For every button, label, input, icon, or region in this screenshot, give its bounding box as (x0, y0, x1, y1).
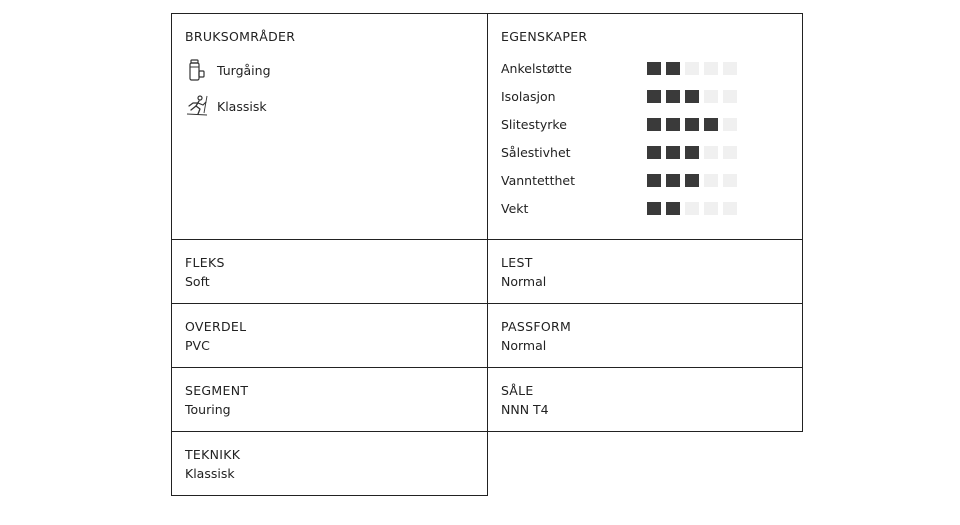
rating-bars (647, 174, 742, 187)
technique-cell (171, 431, 488, 496)
properties-cell (487, 13, 803, 240)
rating-segment-filled (685, 174, 699, 187)
rating-segment-empty (723, 174, 737, 187)
rating-segment-filled (647, 62, 661, 75)
rating-segment-filled (666, 118, 680, 131)
rating-segment-empty (704, 202, 718, 215)
properties-heading: EGENSKAPER (501, 29, 588, 44)
sole-heading: SÅLE (501, 383, 534, 398)
segment-cell (171, 367, 488, 432)
usage-item-turgaing (185, 57, 271, 83)
upper-value: PVC (185, 338, 210, 353)
technique-value: Klassisk (185, 466, 235, 481)
property-label: Vanntetthet (501, 173, 575, 188)
rating-segment-empty (685, 202, 699, 215)
segment-value: Touring (185, 402, 231, 417)
rating-segment-filled (666, 146, 680, 159)
property-row-salestivhet (501, 144, 791, 162)
sole-cell (487, 367, 803, 432)
rating-segment-filled (647, 202, 661, 215)
rating-bars (647, 202, 742, 215)
rating-segment-filled (647, 90, 661, 103)
classic-skier-icon (185, 94, 209, 118)
technique-heading: TEKNIKK (185, 447, 241, 462)
product-spec-table (171, 13, 803, 496)
rating-segment-filled (704, 118, 718, 131)
last-cell (487, 239, 803, 304)
rating-segment-empty (704, 174, 718, 187)
rating-segment-empty (723, 90, 737, 103)
property-row-ankelstotte (501, 60, 791, 78)
last-value: Normal (501, 274, 547, 289)
property-row-slitestyrke (501, 116, 791, 134)
usage-areas-heading: BRUKSOMRÅDER (185, 29, 296, 44)
rating-segment-filled (666, 62, 680, 75)
rating-segment-filled (666, 202, 680, 215)
rating-segment-empty (685, 62, 699, 75)
flex-heading: FLEKS (185, 255, 225, 270)
rating-segment-empty (704, 146, 718, 159)
rating-segment-filled (685, 90, 699, 103)
rating-segment-filled (685, 118, 699, 131)
fit-value: Normal (501, 338, 547, 353)
rating-bars (647, 62, 742, 75)
rating-segment-empty (723, 62, 737, 75)
rating-segment-filled (647, 174, 661, 187)
rating-segment-empty (704, 62, 718, 75)
upper-heading: OVERDEL (185, 319, 247, 334)
property-row-vanntetthet (501, 172, 791, 190)
rating-bars (647, 90, 742, 103)
rating-segment-filled (647, 118, 661, 131)
usage-item-label: Klassisk (217, 98, 267, 114)
flex-cell (171, 239, 488, 304)
property-label: Slitestyrke (501, 117, 567, 132)
rating-segment-filled (666, 90, 680, 103)
segment-heading: SEGMENT (185, 383, 249, 398)
usage-item-label: Turgåing (217, 62, 271, 78)
fit-cell (487, 303, 803, 368)
rating-segment-filled (666, 174, 680, 187)
property-label: Isolasjon (501, 89, 556, 104)
property-label: Sålestivhet (501, 145, 571, 160)
usage-item-klassisk (185, 93, 267, 119)
property-row-isolasjon (501, 88, 791, 106)
rating-segment-empty (723, 146, 737, 159)
rating-segment-empty (723, 202, 737, 215)
rating-segment-filled (685, 146, 699, 159)
property-row-vekt (501, 200, 791, 218)
rating-bars (647, 118, 742, 131)
property-label: Ankelstøtte (501, 61, 572, 76)
rating-bars (647, 146, 742, 159)
rating-segment-empty (704, 90, 718, 103)
property-label: Vekt (501, 201, 529, 216)
hiking-flask-icon (185, 58, 209, 82)
sole-value: NNN T4 (501, 402, 549, 417)
upper-cell (171, 303, 488, 368)
last-heading: LEST (501, 255, 533, 270)
usage-areas-cell (171, 13, 488, 240)
fit-heading: PASSFORM (501, 319, 572, 334)
rating-segment-filled (647, 146, 661, 159)
flex-value: Soft (185, 274, 210, 289)
rating-segment-empty (723, 118, 737, 131)
